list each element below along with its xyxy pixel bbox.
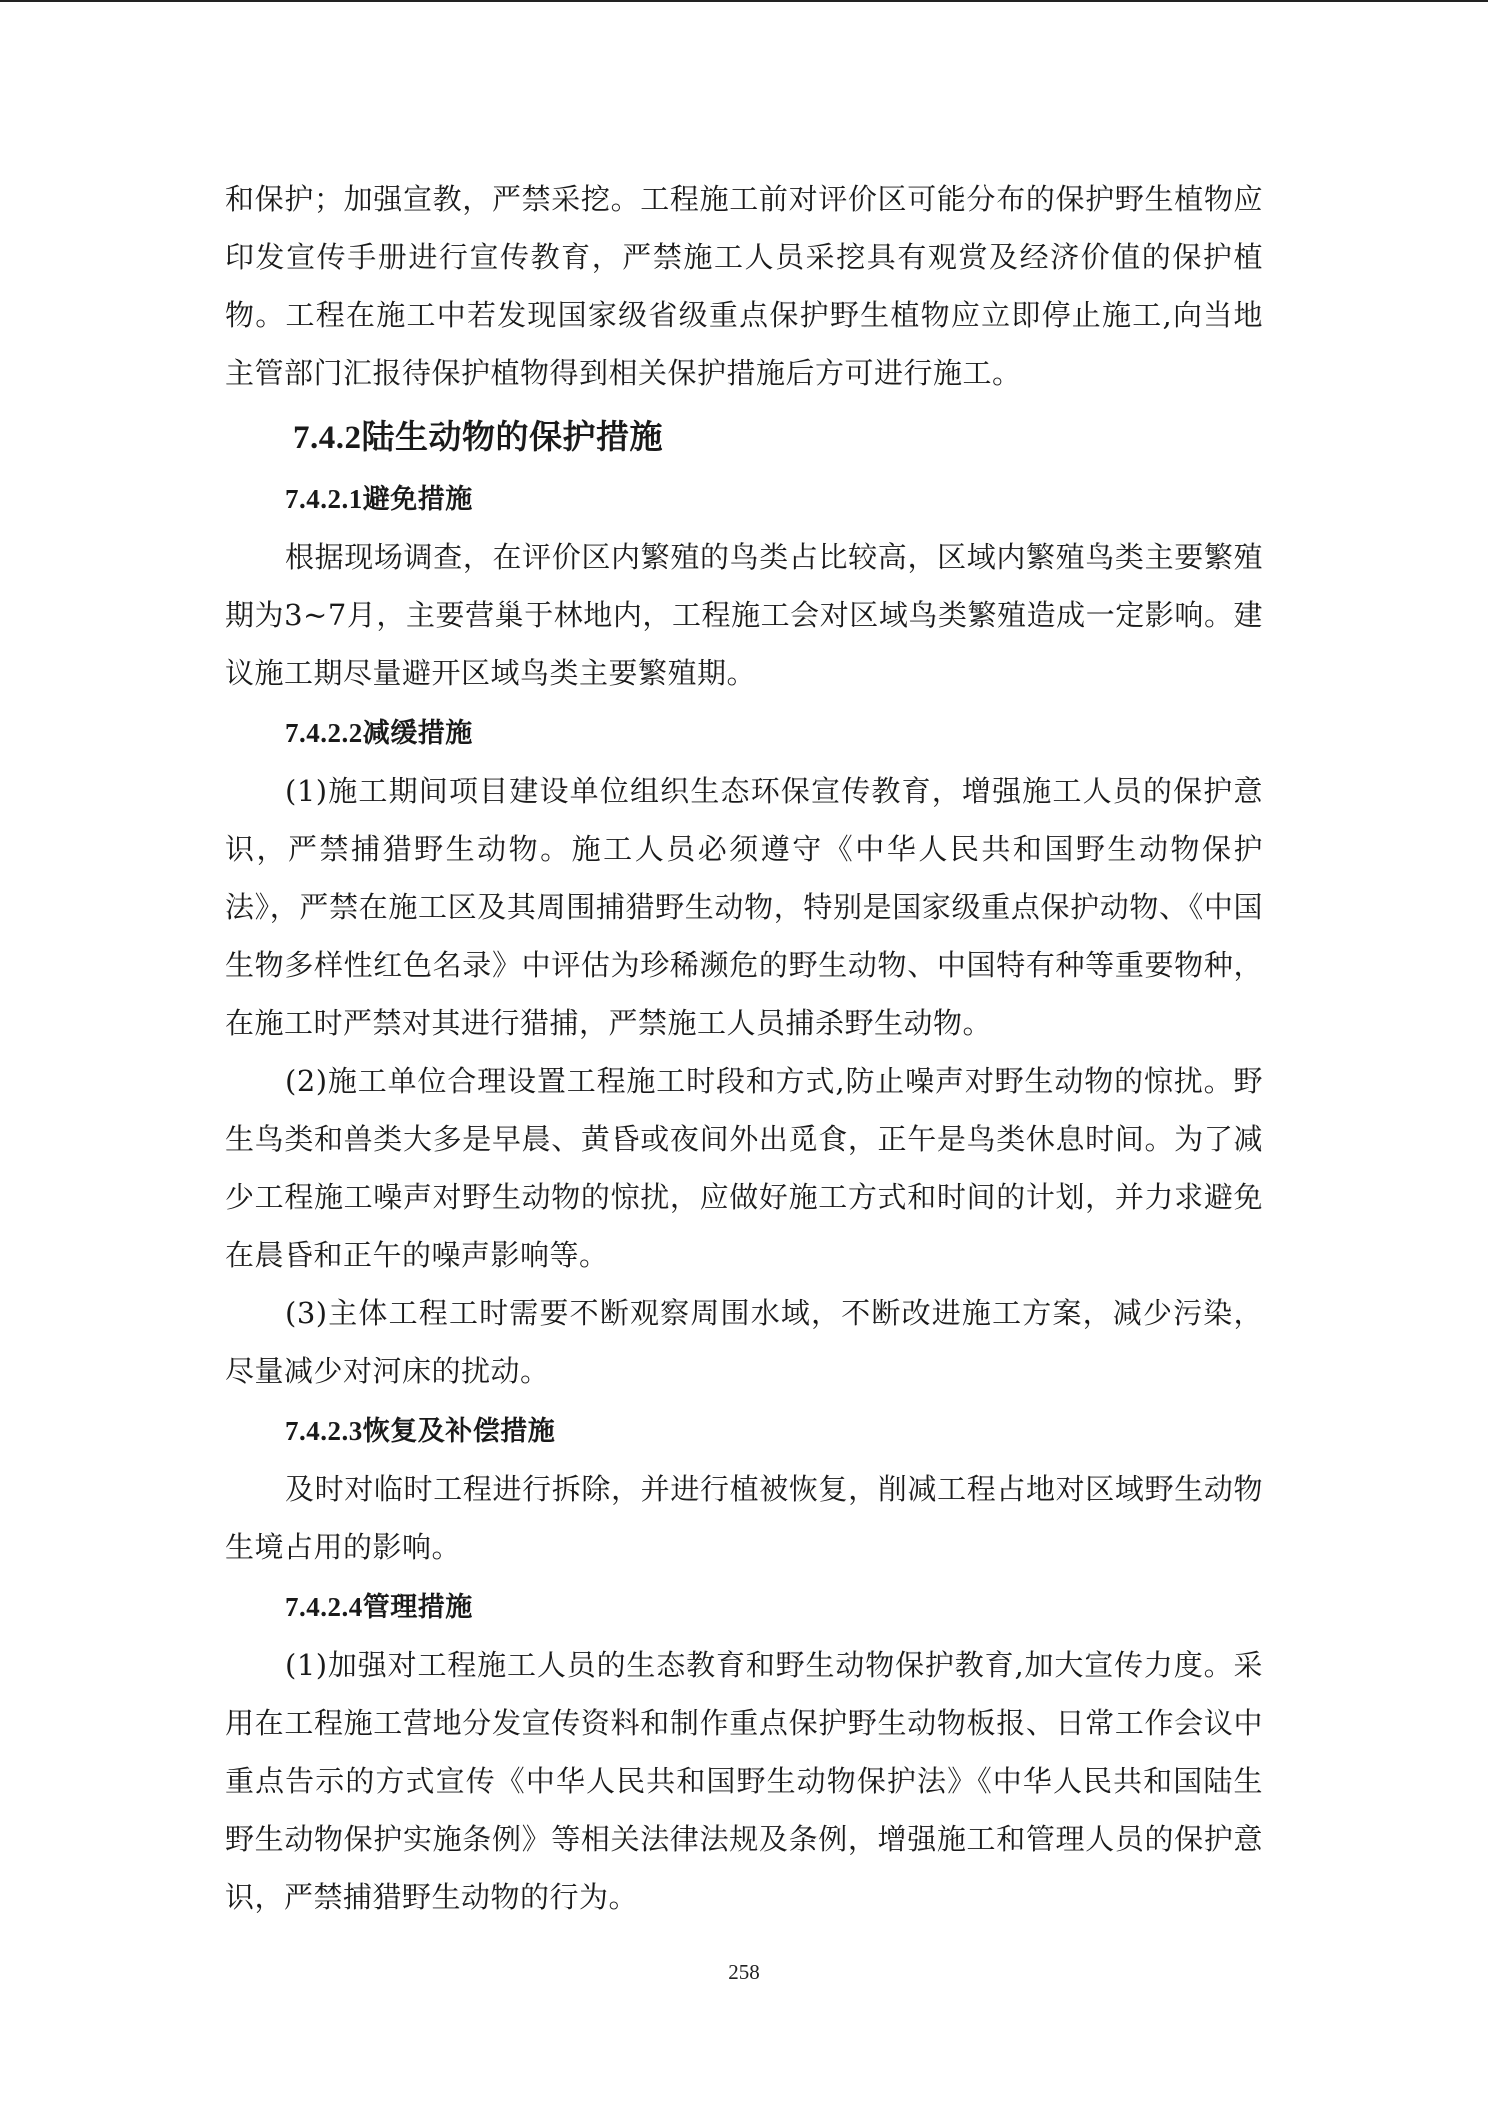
paragraph: 及时对临时工程进行拆除，并进行植被恢复，削减工程占地对区域野生动物生境占用的影响。 [225,1472,1263,1564]
paragraph: (3)主体工程工时需要不断观察周围水域，不断改进施工方案，减少污染，尽量减少对河床的扰动。 [225,1296,1263,1388]
intro-paragraph: 和保护；加强宣教，严禁采挖。工程施工前对评价区可能分布的保护野生植物应印发宣传手册进行宣传教育，严禁施工人员采挖具有观赏及经济价值的保护植物。工程在施工中若发现国家级省级重点保护野生植物应立即停止施工,向当地主管部门汇报待保护植物得到相关保护措施后方可进行施工。 [225,182,1263,390]
section-heading: 7.4.2陆生动物的保护措施 [293,420,663,456]
top-border-line [0,0,1488,2]
paragraph: 根据现场调查，在评价区内繁殖的鸟类占比较高，区域内繁殖鸟类主要繁殖期为3~7月，主要营巢于林地内，工程施工会对区域鸟类繁殖造成一定影响。建议施工期尽量避开区域鸟类主要繁殖期。 [225,540,1263,690]
subsection-heading-mitigation: 7.4.2.2减缓措施 [285,718,473,748]
subsection-heading-restoration: 7.4.2.3恢复及补偿措施 [285,1416,556,1446]
paragraph: (1)加强对工程施工人员的生态教育和野生动物保护教育,加大宣传力度。采用在工程施工营地分发宣传资料和制作重点保护野生动物板报、日常工作会议中重点告示的方式宣传《中华人民共和国野生动物保护法》《中华人民共和国陆生野生动物保护实施条例》等相关法律法规及条例，增强施工和管理人员的保护意识，严禁捕猎野生动物的行为。 [225,1648,1263,1914]
document-body [225,170,1263,1926]
subsection-heading-management: 7.4.2.4管理措施 [285,1592,473,1622]
paragraph: (1)施工期间项目建设单位组织生态环保宣传教育，增强施工人员的保护意识，严禁捕猎野生动物。施工人员必须遵守《中华人民共和国野生动物保护法》，严禁在施工区及其周围捕猎野生动物，特别是国家级重点保护动物、《中国生物多样性红色名录》中评估为珍稀濒危的野生动物、中国特有种等重要物种，在施工时严禁对其进行猎捕，严禁施工人员捕杀野生动物。 [225,774,1263,1040]
paragraph: (2)施工单位合理设置工程施工时段和方式,防止噪声对野生动物的惊扰。野生鸟类和兽类大多是早晨、黄昏或夜间外出觅食，正午是鸟类休息时间。为了减少工程施工噪声对野生动物的惊扰，应做好施工方式和时间的计划，并力求避免在晨昏和正午的噪声影响等。 [225,1064,1263,1272]
page-number: 258 [728,1960,760,1984]
subsection-heading-avoidance: 7.4.2.1避免措施 [285,484,473,514]
